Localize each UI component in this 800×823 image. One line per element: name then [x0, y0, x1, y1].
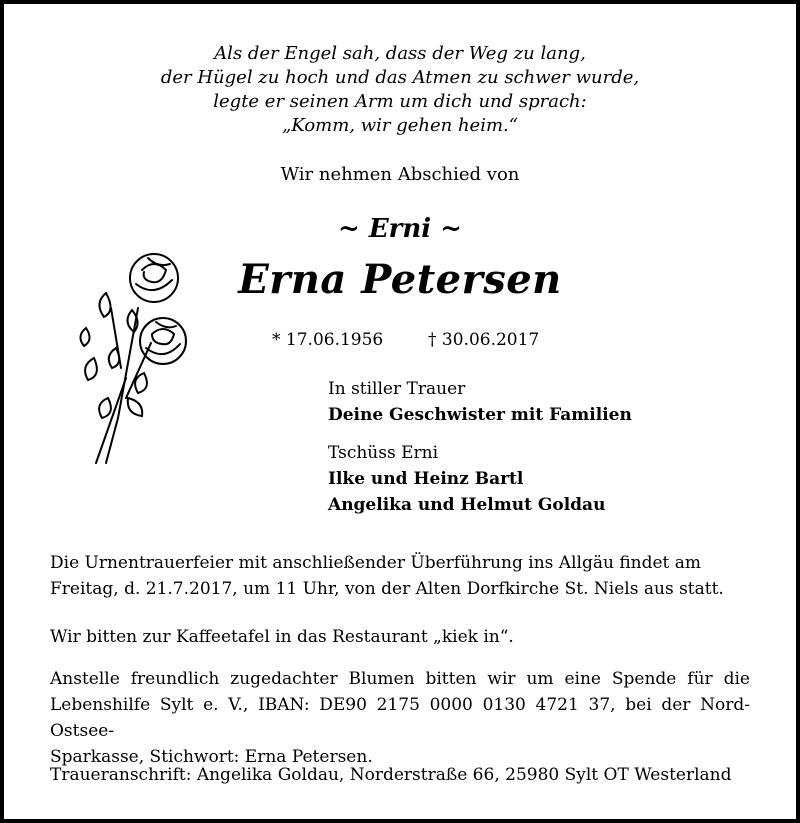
ceremony-paragraph — [50, 550, 750, 602]
farewell-text: Wir nehmen Abschied von — [280, 164, 520, 185]
paragraph-line: Lebenshilfe Sylt e. V., IBAN: DE90 2175 0000 0130 4721 37, bei der Nord-Ostsee- — [50, 695, 750, 741]
rose-illustration-icon — [66, 248, 196, 478]
coffee-paragraph — [50, 624, 750, 650]
paragraph-line: Die Urnentrauerfeier mit anschließender Überführung ins Allgäu findet am — [50, 553, 702, 573]
poem — [4, 42, 796, 138]
paragraph-line: Anstelle freundlich zugedachter Blumen bitten wir um eine Spende für die — [50, 669, 750, 689]
mourner-name: Ilke und Heinz Bartl — [328, 469, 524, 489]
poem-line: Als der Engel sah, dass der Weg zu lang, — [214, 43, 586, 64]
mourners-intro: In stiller Trauer — [328, 379, 466, 399]
mourners-intro: Tschüss Erni — [328, 443, 439, 463]
paragraph-line: Wir bitten zur Kaffeetafel in das Restaurant „kiek in“. — [50, 627, 514, 647]
mourners-group: Deine Geschwister mit Familien — [328, 405, 632, 425]
poem-line: legte er seinen Arm um dich und sprach: — [213, 91, 587, 112]
mourner-name: Angelika und Helmut Goldau — [328, 495, 606, 515]
nickname: ~ Erni ~ — [338, 214, 462, 244]
paragraph-line: Traueranschrift: Angelika Goldau, Norderstraße 66, 25980 Sylt OT Westerland — [50, 765, 732, 785]
poem-line: der Hügel zu hoch und das Atmen zu schwer wurde, — [160, 67, 640, 88]
address-paragraph — [50, 762, 750, 788]
birth-date: * 17.06.1956 — [272, 330, 384, 350]
mourners-block — [328, 376, 632, 518]
donation-paragraph — [50, 666, 750, 770]
poem-line: „Komm, wir gehen heim.“ — [282, 115, 518, 136]
paragraph-line: Freitag, d. 21.7.2017, um 11 Uhr, von der Alten Dorfkirche St. Niels aus statt. — [50, 579, 724, 599]
death-date: † 30.06.2017 — [428, 330, 540, 350]
spacer — [328, 428, 632, 440]
paragraph-line: Sparkasse, Stichwort: Erna Petersen. — [50, 747, 373, 767]
deceased-name: Erna Petersen — [238, 256, 562, 303]
